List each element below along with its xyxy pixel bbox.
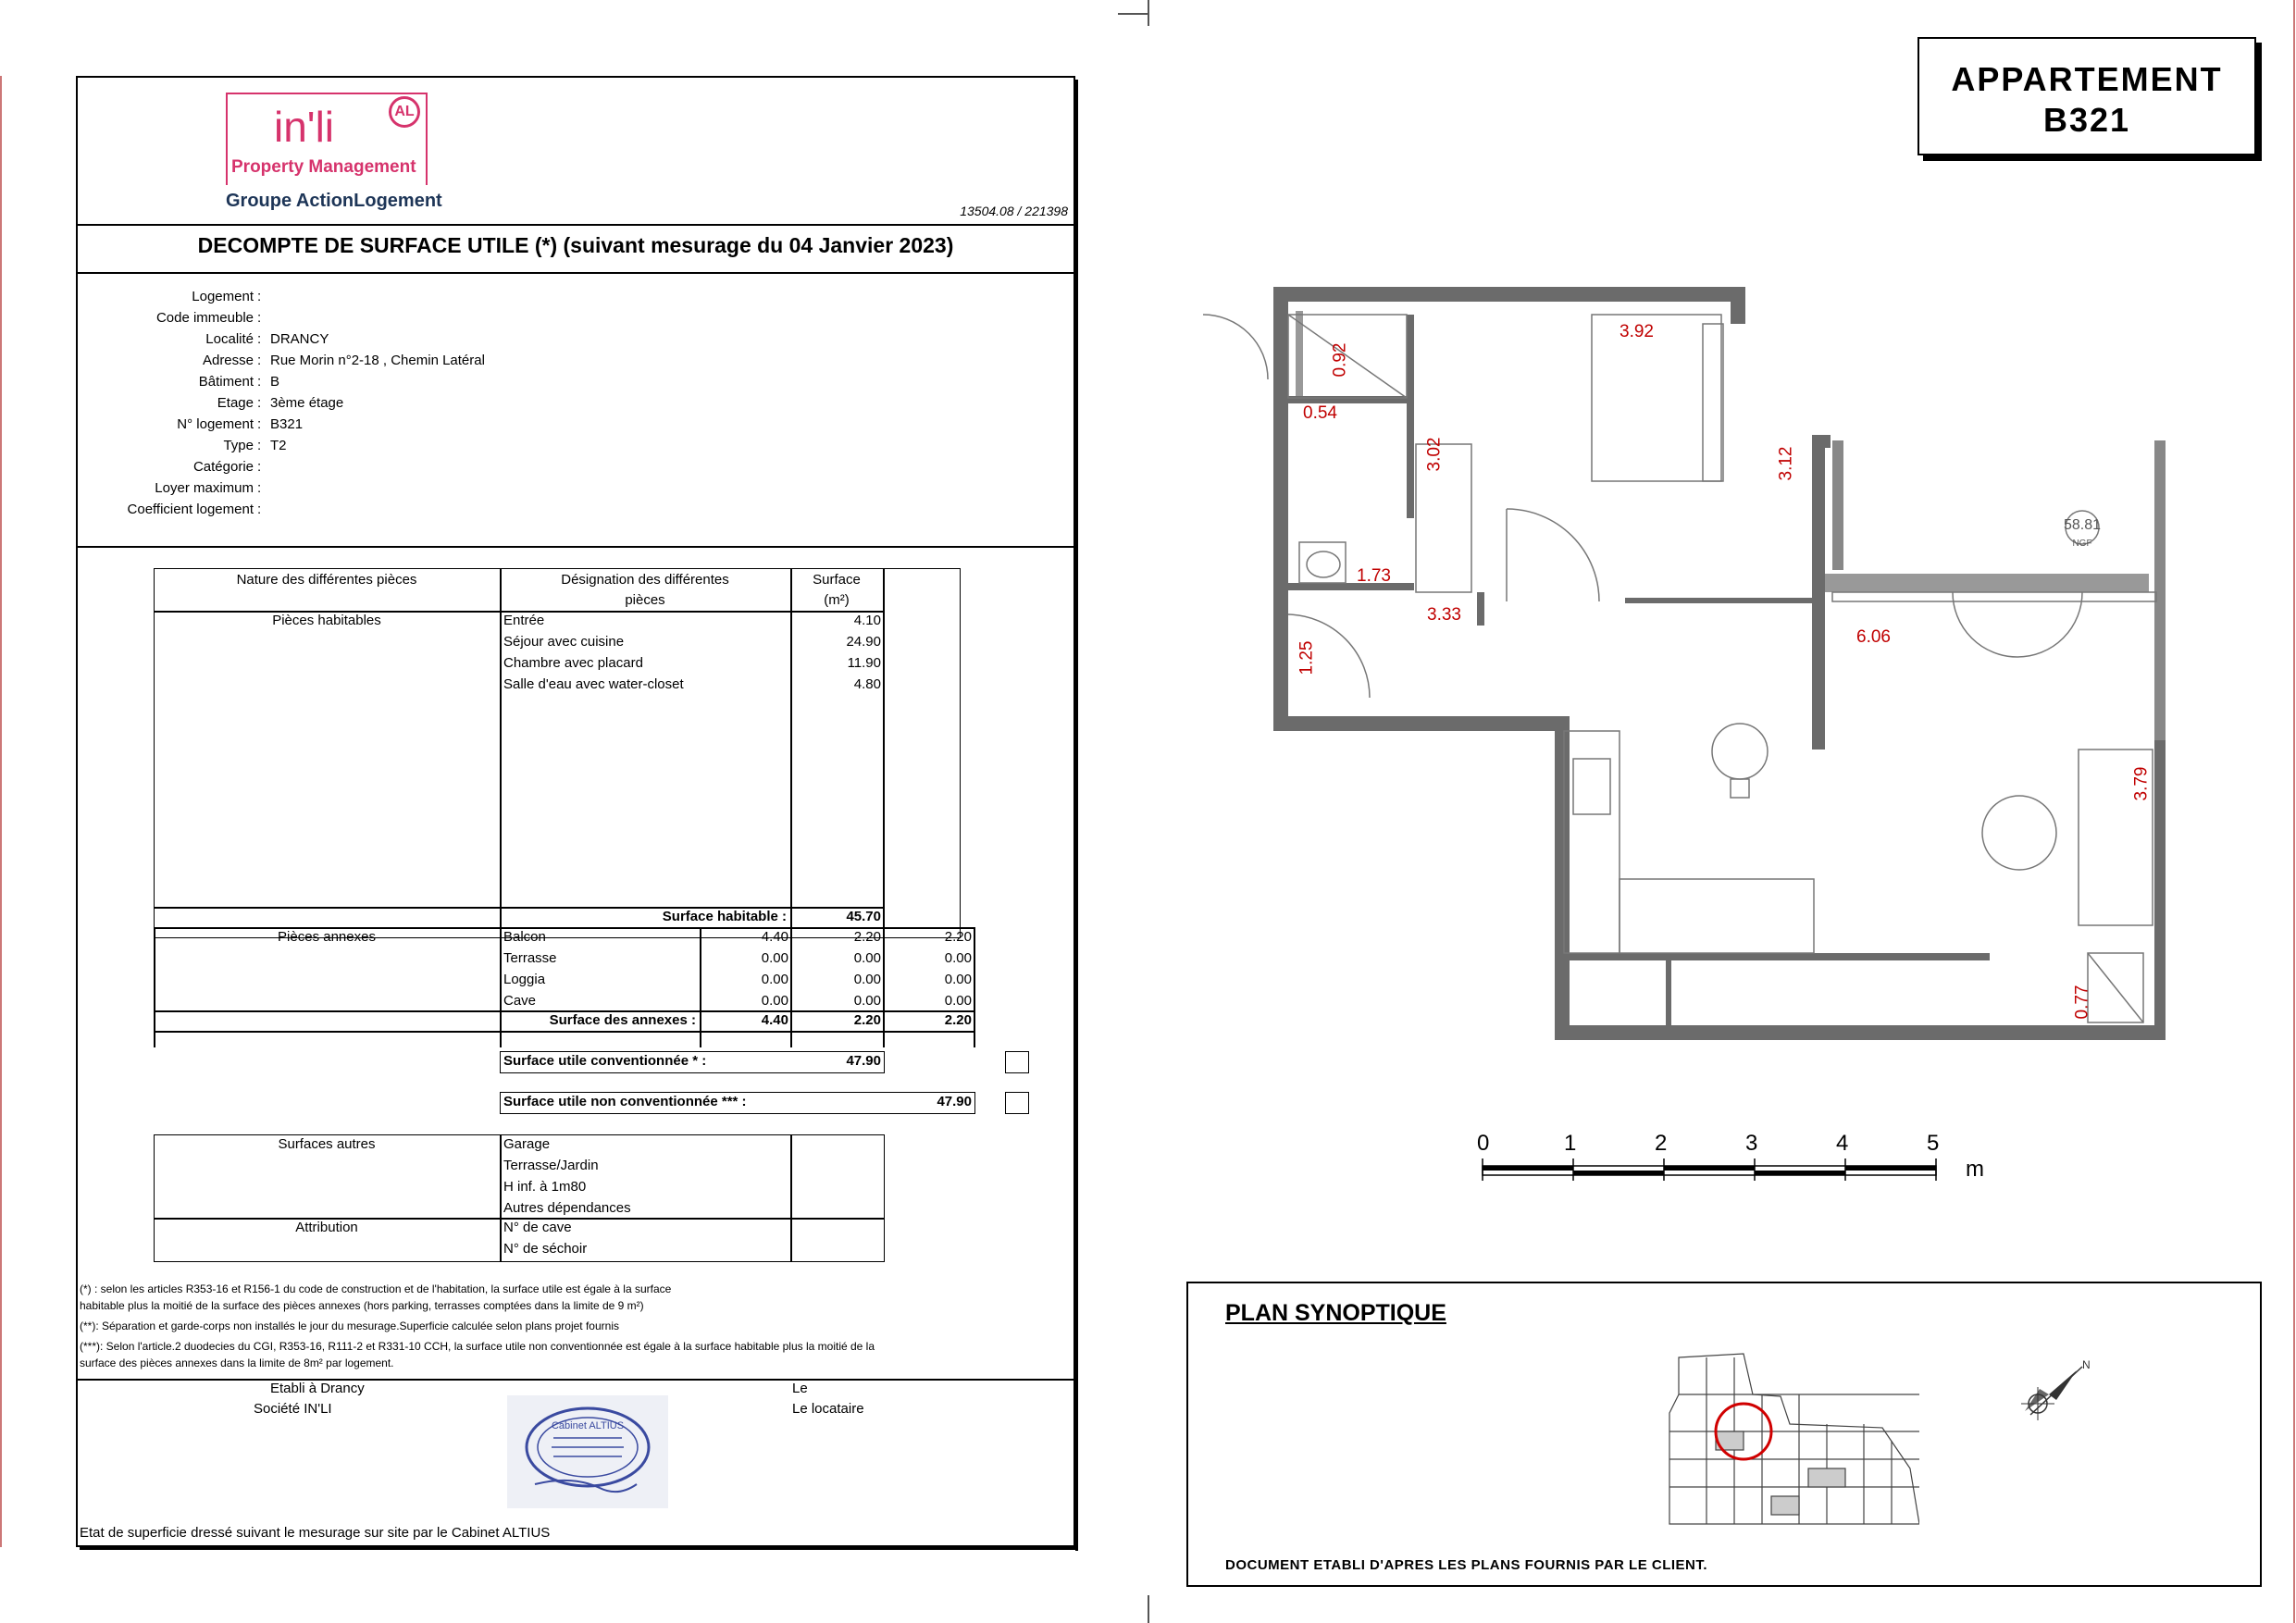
- annex-a: 4.40: [761, 929, 788, 945]
- dim-0-77: 0.77: [2072, 985, 2092, 1020]
- room-name: Séjour avec cuisine: [503, 634, 625, 650]
- su-nonconv-label: Surface utile non conventionnée *** :: [503, 1094, 747, 1109]
- annex-c: 2.20: [944, 929, 972, 945]
- room-surface: 11.90: [847, 655, 881, 671]
- synoptique-footer: DOCUMENT ETABLI D'APRES LES PLANS FOURNIS PAR LE CLIENT.: [1225, 1557, 1708, 1573]
- autres-label: Surfaces autres: [278, 1136, 376, 1152]
- surface-habitable-value: 45.70: [846, 909, 881, 924]
- annex-a: 0.00: [761, 950, 788, 966]
- info-label: Bâtiment: [198, 374, 254, 390]
- dim-6-06: 6.06: [1856, 627, 1891, 647]
- info-label: Localité: [205, 331, 254, 347]
- autres-item: Terrasse/Jardin: [503, 1158, 599, 1173]
- info-label: Etage: [217, 395, 254, 411]
- crop-mark: [1118, 13, 1148, 15]
- annex-name: Terrasse: [503, 950, 557, 966]
- su-nonconv-value: 47.90: [937, 1094, 972, 1109]
- annexes-total-label: Surface des annexes :: [549, 1012, 696, 1028]
- signature-right-2: Le locataire: [792, 1401, 864, 1417]
- info-value: 3ème étage: [270, 395, 344, 411]
- su-nonconv-checkbox[interactable]: [1005, 1092, 1029, 1114]
- logo-badge: AL: [389, 96, 420, 128]
- su-conv-checkbox[interactable]: [1005, 1051, 1029, 1073]
- autres-item: H inf. à 1m80: [503, 1179, 587, 1195]
- col-header-surface: Surface (m²): [813, 572, 861, 608]
- plan-synoptique: [1186, 1282, 2262, 1587]
- col-header-nature: Nature des différentes pièces: [236, 572, 417, 588]
- signature-left-1: Etabli à Drancy: [270, 1381, 365, 1396]
- property-info: Logement : Code immeuble : Localité : DRANCY Adresse : Rue Morin n°2-18 , Chemin Latéral Bâtiment : B Etage : 3ème étage N° logement : B321 Type : T2 Catégorie : Loyer maximum : Coefficient logement :: [78, 289, 726, 511]
- dim-0-92: 0.92: [1330, 342, 1350, 378]
- scale-tick: 4: [1836, 1131, 1849, 1156]
- room-surface: 4.10: [853, 613, 881, 628]
- scale-bar: [1477, 1131, 1995, 1196]
- annex-c: 0.00: [944, 972, 972, 987]
- page-edge: [0, 76, 2, 1547]
- annex-c: 0.00: [944, 950, 972, 966]
- dim-3-92: 3.92: [1620, 322, 1654, 341]
- footnotes: [80, 1281, 1070, 1371]
- scale-tick: 2: [1655, 1131, 1668, 1156]
- room-name: Salle d'eau avec water-closet: [503, 676, 684, 692]
- info-label: Loyer maximum: [155, 480, 254, 496]
- inli-logo: [226, 93, 503, 222]
- info-label: Code immeuble: [155, 310, 254, 326]
- info-label: Logement: [192, 289, 254, 304]
- info-label: Coefficient logement: [127, 502, 254, 517]
- surface-form: [76, 76, 1075, 1547]
- crop-mark: [1148, 1595, 1149, 1623]
- room-surface: 4.80: [853, 676, 881, 692]
- compass-icon: [2012, 1357, 2095, 1431]
- info-label: Adresse: [202, 353, 254, 368]
- dim-3-02: 3.02: [1424, 437, 1445, 472]
- attribution-item: N° de cave: [503, 1220, 572, 1235]
- company-stamp: [507, 1395, 668, 1508]
- col-header-designation: Désignation des différentes pièces: [561, 572, 729, 608]
- logo-sub: Property Management: [231, 157, 416, 177]
- autres-item: Garage: [503, 1136, 551, 1152]
- annexes-label: Pièces annexes: [278, 929, 376, 945]
- attribution-label: Attribution: [295, 1220, 358, 1235]
- reference-number: 13504.08 / 221398: [960, 204, 1068, 218]
- info-value: Rue Morin n°2-18 , Chemin Latéral: [270, 353, 485, 368]
- dim-1-25: 1.25: [1297, 640, 1317, 675]
- info-value: DRANCY: [270, 331, 329, 347]
- annexes-total-c: 2.20: [944, 1012, 972, 1028]
- scale-tick: 3: [1745, 1131, 1758, 1156]
- fixtures: [1203, 315, 2156, 1022]
- scale-unit: m: [1966, 1157, 1984, 1182]
- annexes-total-b: 2.20: [853, 1012, 881, 1028]
- info-value: B321: [270, 416, 304, 432]
- annex-b: 0.00: [853, 972, 881, 987]
- scale-tick: 1: [1564, 1131, 1577, 1156]
- info-value: B: [270, 374, 280, 390]
- info-label: Type: [223, 438, 254, 453]
- compass-label: N: [2082, 1358, 2091, 1371]
- info-label: Catégorie: [192, 459, 254, 475]
- dim-3-33: 3.33: [1427, 605, 1461, 625]
- page-edge: [2293, 0, 2295, 1623]
- crop-mark: [1148, 0, 1149, 26]
- scale-tick: 0: [1477, 1131, 1490, 1156]
- ngf-label: NGF: [2072, 539, 2092, 549]
- ngf-value: 58.81: [2063, 517, 2102, 533]
- apartment-title: APPARTEMENT: [1951, 60, 2223, 98]
- annex-a: 0.00: [761, 993, 788, 1009]
- dim-3-79: 3.79: [2131, 766, 2152, 801]
- su-conv-label: Surface utile conventionnée * :: [503, 1053, 707, 1069]
- annex-a: 0.00: [761, 972, 788, 987]
- info-value: T2: [270, 438, 287, 453]
- dim-1-73: 1.73: [1357, 566, 1391, 586]
- synoptique-title: PLAN SYNOPTIQUE: [1225, 1300, 1446, 1326]
- walls: [1273, 287, 2166, 1040]
- footnote: (**): Séparation et garde-corps non installés le jour du mesurage.Superficie calculée selon plans projet fournis: [80, 1319, 619, 1332]
- annex-b: 0.00: [853, 950, 881, 966]
- footnote: (***): Selon l'article.2 duodecies du CGI, R353-16, R111-2 et R331-10 CCH, la surface utile non conventionnée est égale à la surface habitable plus la moitié de la: [80, 1340, 875, 1353]
- surface-habitable-label: Surface habitable :: [662, 909, 787, 924]
- annex-name: Balcon: [503, 929, 546, 945]
- site-map: [1642, 1339, 1919, 1533]
- autres-item: Autres dépendances: [503, 1200, 631, 1216]
- annex-b: 2.20: [853, 929, 881, 945]
- annexes-total-a: 4.40: [761, 1012, 788, 1028]
- apartment-label-box: [1917, 37, 2256, 155]
- annex-b: 0.00: [853, 993, 881, 1009]
- info-label: N° logement: [177, 416, 254, 432]
- footer-statement: Etat de superficie dressé suivant le mesurage sur site par le Cabinet ALTIUS: [80, 1525, 551, 1541]
- annex-name: Loggia: [503, 972, 546, 987]
- stamp-text: Cabinet ALTIUS: [551, 1420, 625, 1431]
- dim-3-12: 3.12: [1776, 446, 1796, 481]
- su-conv-value: 47.90: [846, 1053, 881, 1069]
- signature-left-2: Société IN'LI: [254, 1401, 332, 1417]
- footnote: habitable plus la moitié de la surface des pièces annexes (hors parking, terrasses comptées dans la limite de 9 m²): [80, 1299, 644, 1312]
- document-title: DECOMPTE DE SURFACE UTILE (*) (suivant mesurage du 04 Janvier 2023): [197, 233, 954, 257]
- apartment-number: B321: [2042, 101, 2131, 139]
- attribution-item: N° de séchoir: [503, 1241, 588, 1257]
- footnote: surface des pièces annexes dans la limite de 8m² par logement.: [80, 1357, 394, 1369]
- habitables-label: Pièces habitables: [272, 613, 381, 628]
- logo-brand: in'li: [274, 103, 335, 151]
- room-name: Chambre avec placard: [503, 655, 643, 671]
- footnote: (*) : selon les articles R353-16 et R156-1 du code de construction et de l'habitation, la surface utile est égale à la surface: [80, 1282, 672, 1295]
- floor-plan: [1185, 278, 2166, 1055]
- dim-0-54: 0.54: [1303, 403, 1337, 423]
- signature-right-1: Le: [792, 1381, 808, 1396]
- annex-c: 0.00: [944, 993, 972, 1009]
- annex-name: Cave: [503, 993, 537, 1009]
- logo-group: Groupe ActionLogement: [226, 191, 442, 211]
- room-surface: 24.90: [846, 634, 881, 650]
- scale-tick: 5: [1927, 1131, 1940, 1156]
- room-name: Entrée: [503, 613, 545, 628]
